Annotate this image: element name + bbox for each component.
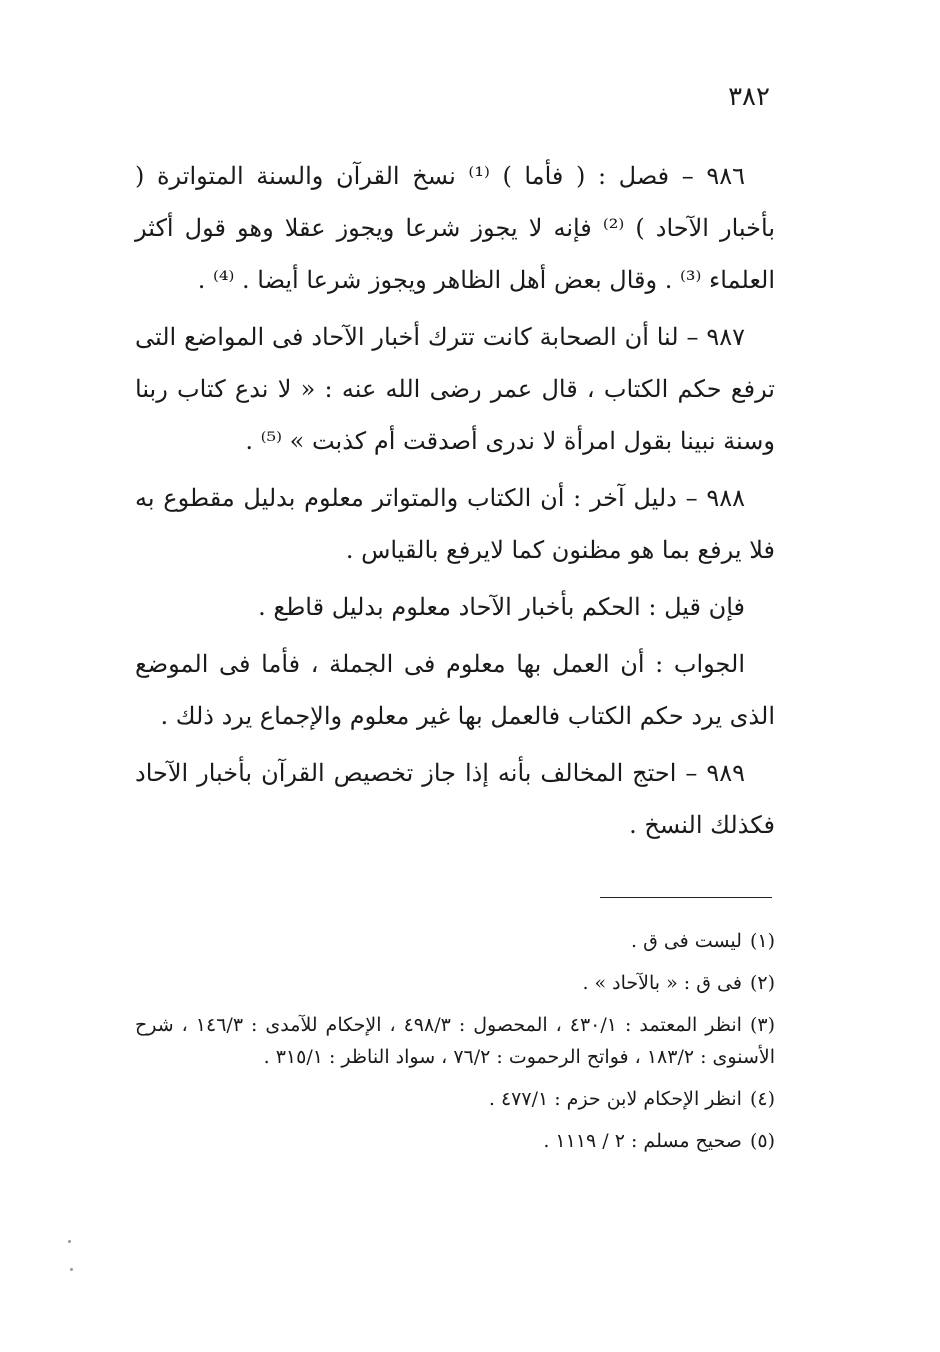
paragraph-987 — [135, 311, 775, 467]
paragraph-text: ٩٨٧ – لنا أن الصحابة كانت تترك أخبار الآحاد فى المواضع التى ترفع حكم الكتاب ، قال عمر رضى الله عنه : « لا ندع كتاب ربنا وسنة نبينا بقول امرأة لا ندرى أصدقت أم كذبت » ⁽⁵⁾ . — [135, 323, 775, 455]
footnote-number: (٥) — [749, 1130, 775, 1152]
paragraph-answer — [135, 638, 775, 742]
footnote-number: (٣) — [749, 1014, 775, 1036]
footnote-3 — [135, 1009, 775, 1073]
page-number: ٣٨٢ — [728, 82, 770, 112]
main-text — [135, 150, 775, 856]
paragraph-text: ٩٨٩ – احتج المخالف بأنه إذا جاز تخصيص القرآن بأخبار الآحاد فكذلك النسخ . — [135, 759, 775, 839]
footnote-text: صحيح مسلم : ٢ / ١١١٩ . — [543, 1130, 742, 1152]
paragraph-text: ٩٨٨ – دليل آخر : أن الكتاب والمتواتر معلوم بدليل مقطوع به فلا يرفع بما هو مظنون كما لايرفع بالقياس . — [135, 484, 775, 564]
paragraph-989 — [135, 747, 775, 851]
footnote-number: (٢) — [749, 972, 775, 994]
footnote-5 — [135, 1125, 775, 1157]
footnote-1 — [135, 925, 775, 957]
footnote-4 — [135, 1083, 775, 1115]
paragraph-objection — [135, 581, 775, 633]
paragraph-text: ٩٨٦ – فصل : ( فأما ) ⁽¹⁾ نسخ القرآن والسنة المتواترة ( بأخبار الآحاد ) ⁽²⁾ فإنه لا يجوز شرعا ويجوز عقلا وهو قول أكثر العلماء ⁽³⁾ . وقال بعض أهل الظاهر ويجوز شرعا أيضا . ⁽⁴⁾ . — [135, 162, 776, 294]
footnotes — [135, 925, 775, 1167]
paragraph-986 — [135, 150, 775, 306]
footnote-text: انظر الإحكام لابن حزم : ٤٧٧/١ . — [488, 1088, 742, 1110]
footnote-text: فى ق : « بالآحاد » . — [582, 972, 742, 994]
paragraph-988 — [135, 472, 775, 576]
footnote-text: انظر المعتمد : ٤٣٠/١ ، المحصول : ٤٩٨/٣ ، الإحكام للآمدى : ١٤٦/٣ ، شرح الأسنوى : ١٨٣/٢ ، فواتح الرحموت : ٧٦/٢ ، سواد الناظر : ٣١٥/١ . — [135, 1014, 775, 1068]
footnote-2 — [135, 967, 775, 999]
footnote-separator — [600, 897, 772, 898]
footnote-text: ليست فى ق . — [630, 930, 742, 952]
footnote-number: (١) — [749, 930, 775, 952]
footnote-number: (٤) — [749, 1088, 775, 1110]
scan-speck — [70, 1268, 73, 1271]
scan-speck — [68, 1240, 71, 1243]
paragraph-text: الجواب : أن العمل بها معلوم فى الجملة ، فأما فى الموضع الذى يرد حكم الكتاب فالعمل بها غير معلوم والإجماع يرد ذلك . — [135, 650, 775, 730]
paragraph-text: فإن قيل : الحكم بأخبار الآحاد معلوم بدليل قاطع . — [258, 593, 745, 621]
